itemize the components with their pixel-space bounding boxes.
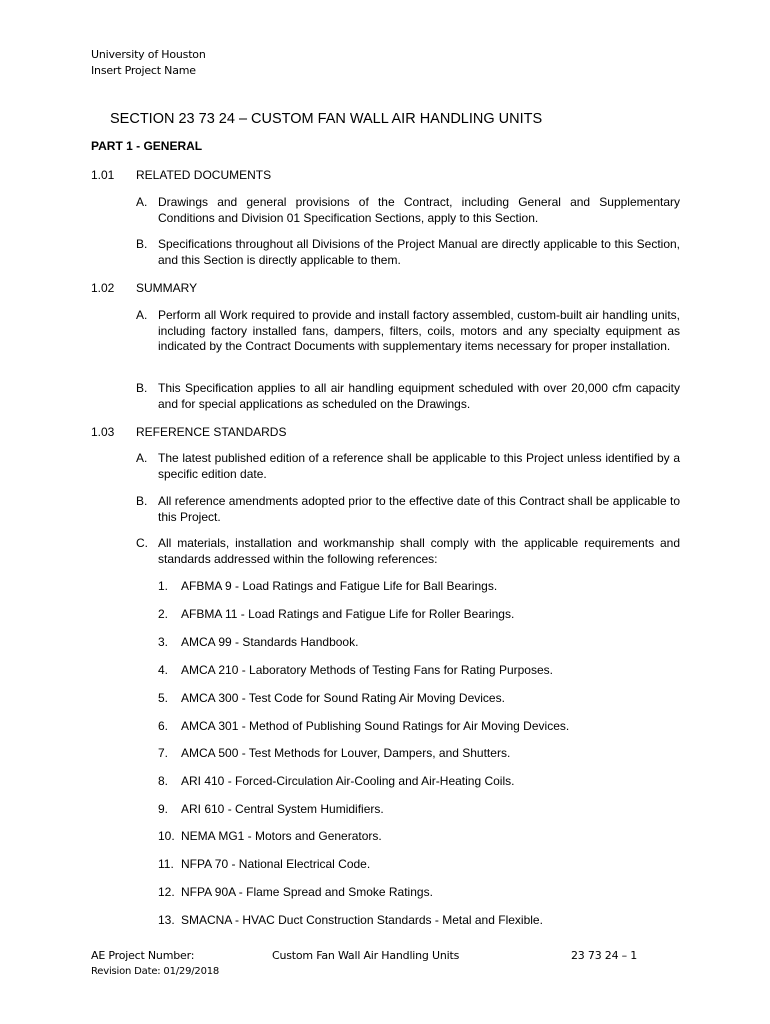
paragraph-text: Perform all Work required to provide and install factory assembled, custom-built air handling units, including factory installed fans, dampers, filters, coils, motors and any specialty equipment as indicated by the Contract Documents with supplementary items necessary for proper installation. (158, 308, 680, 353)
list-item-text: AMCA 300 - Test Code for Sound Rating Air Moving Devices. (181, 691, 505, 705)
list-item (158, 691, 505, 706)
list-item-text: AFBMA 9 - Load Ratings and Fatigue Life for Ball Bearings. (181, 579, 498, 593)
footer-page-number: 23 73 24 – 1 (571, 949, 638, 962)
list-item-number: 4. (158, 663, 169, 677)
list-item-text: AFBMA 11 - Load Ratings and Fatigue Life for Roller Bearings. (181, 607, 515, 621)
header-project: Insert Project Name (91, 64, 196, 77)
footer-project-number: AE Project Number: (91, 949, 195, 962)
paragraph (136, 237, 680, 268)
list-item-text: ARI 610 - Central System Humidifiers. (181, 802, 384, 816)
paragraph-letter: B. (136, 237, 148, 251)
list-item-number: 6. (158, 719, 169, 733)
paragraph-text: Specifications throughout all Divisions of the Project Manual are directly applicable to this Section, and this Section is directly applicable to them. (158, 237, 680, 267)
header-org: University of Houston (91, 48, 206, 61)
list-item-text: NFPA 90A - Flame Spread and Smoke Ratings. (181, 885, 433, 899)
part-title: PART 1 - GENERAL (91, 139, 203, 153)
list-item-number: 3. (158, 635, 169, 649)
list-item-number: 12. (158, 885, 175, 899)
list-item-text: NEMA MG1 - Motors and Generators. (181, 829, 382, 843)
paragraph-letter: B. (136, 381, 148, 395)
paragraph-letter: B. (136, 494, 148, 508)
article-number: 1.02 (91, 281, 115, 295)
list-item-number: 10. (158, 829, 175, 843)
paragraph (136, 308, 680, 355)
paragraph (136, 381, 680, 412)
list-item-text: AMCA 301 - Method of Publishing Sound Ratings for Air Moving Devices. (181, 719, 570, 733)
list-item (158, 746, 510, 761)
paragraph (136, 195, 680, 226)
list-item (158, 802, 384, 817)
list-item-text: ARI 410 - Forced-Circulation Air-Cooling and Air-Heating Coils. (181, 774, 515, 788)
paragraph-text: This Specification applies to all air handling equipment scheduled with over 20,000 cfm capacity and for special applications as scheduled on the Drawings. (158, 381, 680, 411)
list-item (158, 635, 358, 650)
list-item-number: 1. (158, 579, 169, 593)
list-item (158, 663, 553, 678)
list-item-number: 5. (158, 691, 169, 705)
paragraph-letter: A. (136, 195, 148, 209)
paragraph-letter: A. (136, 451, 148, 465)
list-item (158, 913, 543, 928)
list-item (158, 829, 382, 844)
list-item (158, 774, 514, 789)
list-item (158, 719, 569, 734)
article-title: REFERENCE STANDARDS (136, 425, 287, 439)
article-number: 1.01 (91, 168, 115, 182)
list-item-text: NFPA 70 - National Electrical Code. (181, 857, 371, 871)
list-item (158, 579, 497, 594)
footer-revision-date: Revision Date: 01/29/2018 (91, 966, 220, 977)
list-item-text: AMCA 99 - Standards Handbook. (181, 635, 359, 649)
article-title: RELATED DOCUMENTS (136, 168, 272, 182)
list-item-number: 9. (158, 802, 169, 816)
paragraph-letter: C. (136, 536, 148, 550)
list-item-text: AMCA 210 - Laboratory Methods of Testing Fans for Rating Purposes. (181, 663, 553, 677)
paragraph-text: The latest published edition of a reference shall be applicable to this Project unless identified by a specific edition date. (158, 451, 680, 481)
section-title: SECTION 23 73 24 – CUSTOM FAN WALL AIR HANDLING UNITS (110, 111, 543, 127)
paragraph-text: Drawings and general provisions of the Contract, including General and Supplementary Conditions and Division 01 Specification Sections, apply to this Section. (158, 195, 680, 225)
list-item (158, 857, 370, 872)
paragraph (136, 451, 680, 482)
article-number: 1.03 (91, 425, 115, 439)
list-item-number: 11. (158, 857, 174, 871)
list-item-text: AMCA 500 - Test Methods for Louver, Dampers, and Shutters. (181, 746, 511, 760)
article-title: SUMMARY (136, 281, 198, 295)
paragraph-letter: A. (136, 308, 148, 322)
list-item-text: SMACNA - HVAC Duct Construction Standards - Metal and Flexible. (181, 913, 543, 927)
paragraph-text: All reference amendments adopted prior to the effective date of this Contract shall be applicable to this Project. (158, 494, 680, 524)
paragraph (136, 536, 680, 567)
list-item (158, 607, 514, 622)
footer-document-title: Custom Fan Wall Air Handling Units (272, 949, 460, 962)
list-item-number: 2. (158, 607, 169, 621)
list-item (158, 885, 433, 900)
list-item-number: 7. (158, 746, 169, 760)
list-item-number: 8. (158, 774, 169, 788)
list-item-number: 13. (158, 913, 175, 927)
paragraph-text: All materials, installation and workmanship shall comply with the applicable requirements and standards addressed within the following references: (158, 536, 680, 566)
paragraph (136, 494, 680, 525)
